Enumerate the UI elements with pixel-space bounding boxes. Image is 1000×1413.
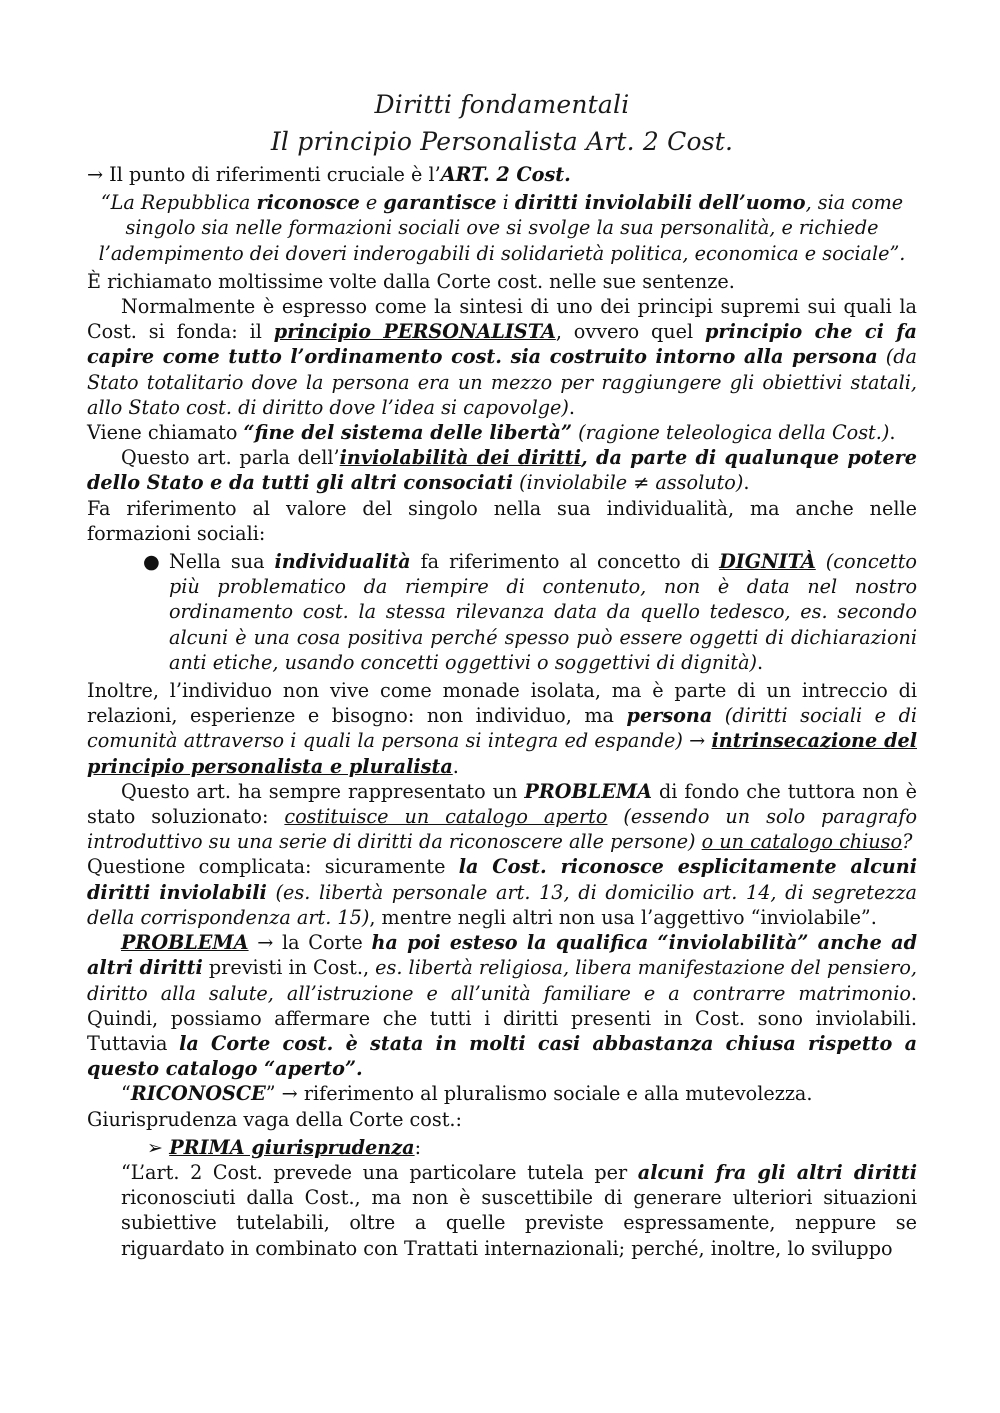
arrow-glyph: →	[87, 163, 104, 186]
arrow-list-item: ➢ PRIMA giurisprudenza:	[147, 1135, 422, 1159]
paragraph-9: Questione complicata: sicuramente la Cost. riconosce esplicitamente alcuni diritti inviolabili (es. libertà personale art. 13, di domicilio art. 14, di segretezza della corrispondenza art. 15), mentre negli altri non usa l’aggettivo “inviolabile”.	[87, 855, 917, 929]
bullet-icon: ●	[143, 550, 160, 574]
article-quote: “La Repubblica riconosce e garantisce i diritti inviolabili dell’uomo, sia come singolo sia nelle formazioni sociali ove si svolge la sua personalità, e richiede l’adempimento dei doveri inderogabili di solidarietà politica, economica e sociale”.	[98, 191, 906, 265]
paragraph-7: Inoltre, l’individuo non vive come monade isolata, ma è parte di un intreccio di relazioni, esperienze e bisogno: non individuo, ma persona (diritti sociali e di comunità attraverso i quali la persona si integra ed espande) → intrinsecazione del principio personalista e pluralista.	[87, 679, 917, 778]
paragraph-12: Giurisprudenza vaga della Corte cost.:	[87, 1107, 462, 1131]
paragraph-intro: → Il punto di riferimenti cruciale è l’ART. 2 Cost.	[87, 163, 571, 186]
paragraph-8: Questo art. ha sempre rappresentato un PROBLEMA di fondo che tuttora non è stato soluzionato: costituisce un catalogo aperto (essendo un solo paragrafo introduttivo su una serie di diritti da riconoscere alle persone) o un catalogo chiuso?	[87, 779, 918, 854]
paragraph-11: “RICONOSCE” → riferimento al pluralismo sociale e alla mutevolezza.	[121, 1082, 813, 1106]
paragraph-10: PROBLEMA → la Corte ha poi esteso la qualifica “inviolabilità” anche ad altri diritti previsti in Cost., es. libertà religiosa, libera manifestazione del pensiero, diritto alla salute, all’istruzione e all’unità familiare e a contrarre matrimonio. Quindi, possiamo affermare che tutti i diritti presenti in Cost. sono inviolabili. Tuttavia la Corte cost. è stata in molti casi abbastanza chiusa rispetto a questo catalogo “aperto”.	[87, 931, 918, 1081]
article-reference: ART. 2 Cost.	[440, 163, 571, 186]
paragraph-3: Normalmente è espresso come la sintesi di uno dei principi supremi sui quali la Cost. si fonda: il principio PERSONALISTA, ovvero quel principio che ci fa capire come tutto l’ordinamento cost. sia costruito intorno alla persona (da Stato totalitario dove la persona era un mezzo per raggiungere gli obiettivi statali, allo Stato cost. di diritto dove l’idea si capovolge).	[87, 295, 918, 419]
title-block	[87, 86, 917, 160]
paragraph-13: “L’art. 2 Cost. prevede una particolare tutela per alcuni fra gli altri diritti riconosciuti dalla Cost., ma non è suscettibile di generare ulteriori situazioni subiettive tutelabili, oltre a quelle previste espressamente, neppure se riguardato in combinato con Trattati internazionali; perché, inoltre, lo sviluppo	[121, 1160, 917, 1260]
bullet-list	[143, 549, 917, 675]
document-title: Diritti fondamentali	[374, 90, 630, 119]
document-subtitle: Il principio Personalista Art. 2 Cost.	[270, 127, 734, 156]
paragraph-6: Fa riferimento al valore del singolo nella sua individualità, ma anche nelle formazioni sociali:	[87, 496, 917, 545]
arrowhead-icon: ➢	[147, 1135, 170, 1159]
paragraph-2: È richiamato moltissime volte dalla Corte cost. nelle sue sentenze.	[87, 269, 735, 293]
list-item: ● Nella sua individualità fa riferimento al concetto di DIGNITÀ (concetto più problematico da riempire di contenuto, non è data nel nostro ordinamento cost. la stessa rilevanza data da quello tedesco, es. secondo alcuni è una cosa positiva perché spesso può essere oggetti di dichiarazioni anti etiche, usando concetti oggettivi o soggettivi di dignità).	[143, 550, 917, 674]
paragraph-4: Viene chiamato “fine del sistema delle libertà” (ragione teleologica della Cost.).	[87, 421, 896, 445]
paragraph-5: Questo art. parla dell’inviolabilità dei diritti, da parte di qualunque potere dello Stato e da tutti gli altri consociati (inviolabile ≠ assoluto).	[87, 446, 917, 495]
document-body	[87, 162, 917, 1261]
